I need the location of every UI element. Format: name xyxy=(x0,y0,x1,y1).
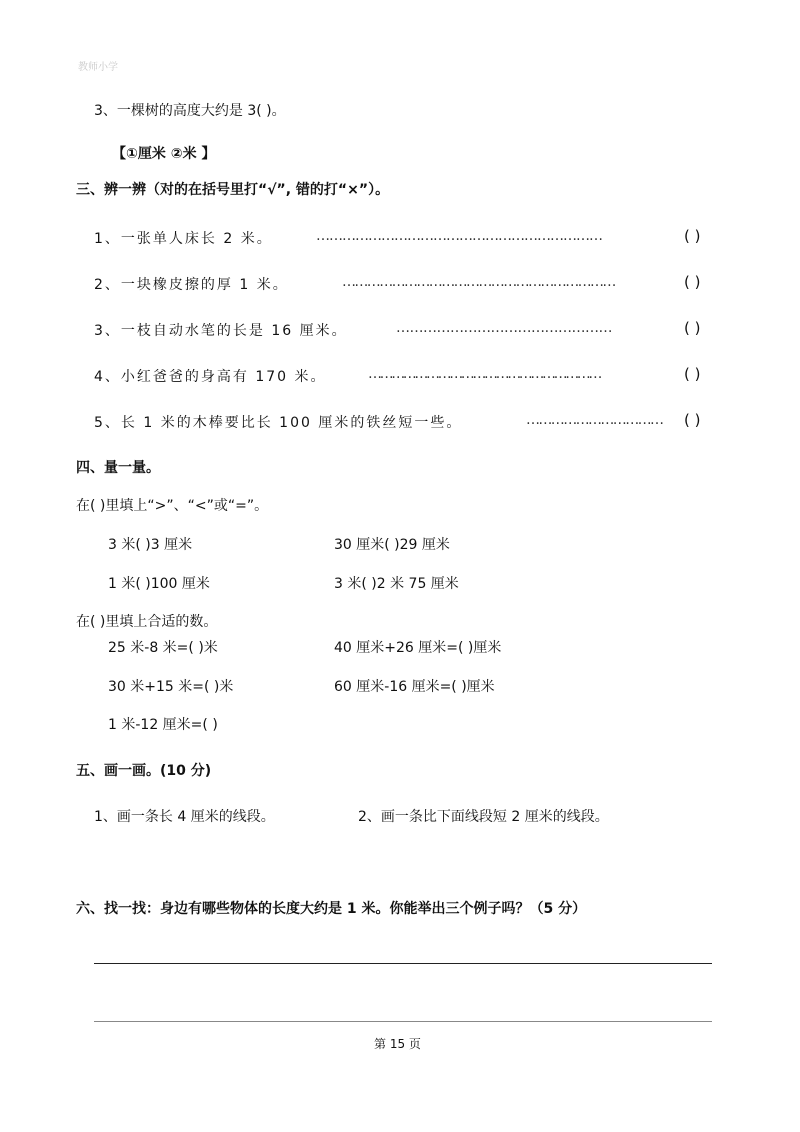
question-tree-height: 3、一棵树的高度大约是 3( )。 xyxy=(94,103,286,119)
compare-item-1[interactable]: 3 米( )3 厘米 xyxy=(108,537,193,553)
watermark: 教师小学 xyxy=(78,62,118,73)
judge-item-3-text: 3、一枝自动水笔的长是 16 厘米。 xyxy=(94,323,348,339)
page-number: 第 15 页 xyxy=(374,1037,421,1051)
answer-line[interactable] xyxy=(94,963,712,964)
calc-item-5[interactable]: 1 米-12 厘米=( ) xyxy=(108,717,218,733)
calc-item-4[interactable]: 60 厘米-16 厘米=( )厘米 xyxy=(334,679,495,695)
calc-item-2[interactable]: 40 厘米+26 厘米=( )厘米 xyxy=(334,640,502,656)
section-3-heading: 三、辨一辨（对的在括号里打“√”, 错的打“×”）。 xyxy=(76,182,390,198)
judge-item-3-answer[interactable]: ( ) xyxy=(684,319,701,337)
section-5-heading: 五、画一画。(10 分) xyxy=(76,763,212,779)
calc-item-3[interactable]: 30 米+15 米=( )米 xyxy=(108,679,234,695)
section-4-heading: 四、量一量。 xyxy=(76,460,160,476)
calc-item-1[interactable]: 25 米-8 米=( )米 xyxy=(108,640,218,656)
judge-item-3-dots: ………………………………………… xyxy=(396,320,612,336)
compare-instruction: 在( )里填上“>”、“<”或“=”。 xyxy=(76,498,269,514)
judge-item-5-text: 5、长 1 米的木棒要比长 100 厘米的铁丝短一些。 xyxy=(94,415,463,431)
judge-item-2-text: 2、一块橡皮擦的厚 1 米。 xyxy=(94,277,289,293)
judge-item-1-dots: ………………………………………………………… xyxy=(316,228,602,244)
compare-item-2[interactable]: 30 厘米( )29 厘米 xyxy=(334,537,450,553)
judge-item-4-dots: …………………………………………………… xyxy=(368,366,601,382)
draw-question-1: 1、画一条长 4 厘米的线段。 xyxy=(94,809,275,825)
judge-item-4-answer[interactable]: ( ) xyxy=(684,365,701,383)
compare-item-4[interactable]: 3 米( )2 米 75 厘米 xyxy=(334,576,459,592)
section-6-heading: 六、找一找：身边有哪些物体的长度大约是 1 米。你能举出三个例子吗？（5 分） xyxy=(76,901,587,917)
judge-item-1-answer[interactable]: ( ) xyxy=(684,227,701,245)
judge-item-5-dots: …………………………… xyxy=(526,412,663,428)
judge-item-2-dots: ………………………………………………………… xyxy=(342,274,615,290)
judge-item-4-text: 4、小红爸爸的身高有 170 米。 xyxy=(94,369,327,385)
draw-question-2: 2、画一条比下面线段短 2 厘米的线段。 xyxy=(358,809,609,825)
judge-item-5-answer[interactable]: ( ) xyxy=(684,411,701,429)
answer-options: 【①厘米 ②米 】 xyxy=(112,146,216,162)
compare-item-3[interactable]: 1 米( )100 厘米 xyxy=(108,576,210,592)
judge-item-1-text: 1、一张单人床长 2 米。 xyxy=(94,231,273,247)
fill-instruction: 在( )里填上合适的数。 xyxy=(76,614,218,630)
footer-divider xyxy=(94,1021,712,1022)
judge-item-2-answer[interactable]: ( ) xyxy=(684,273,701,291)
